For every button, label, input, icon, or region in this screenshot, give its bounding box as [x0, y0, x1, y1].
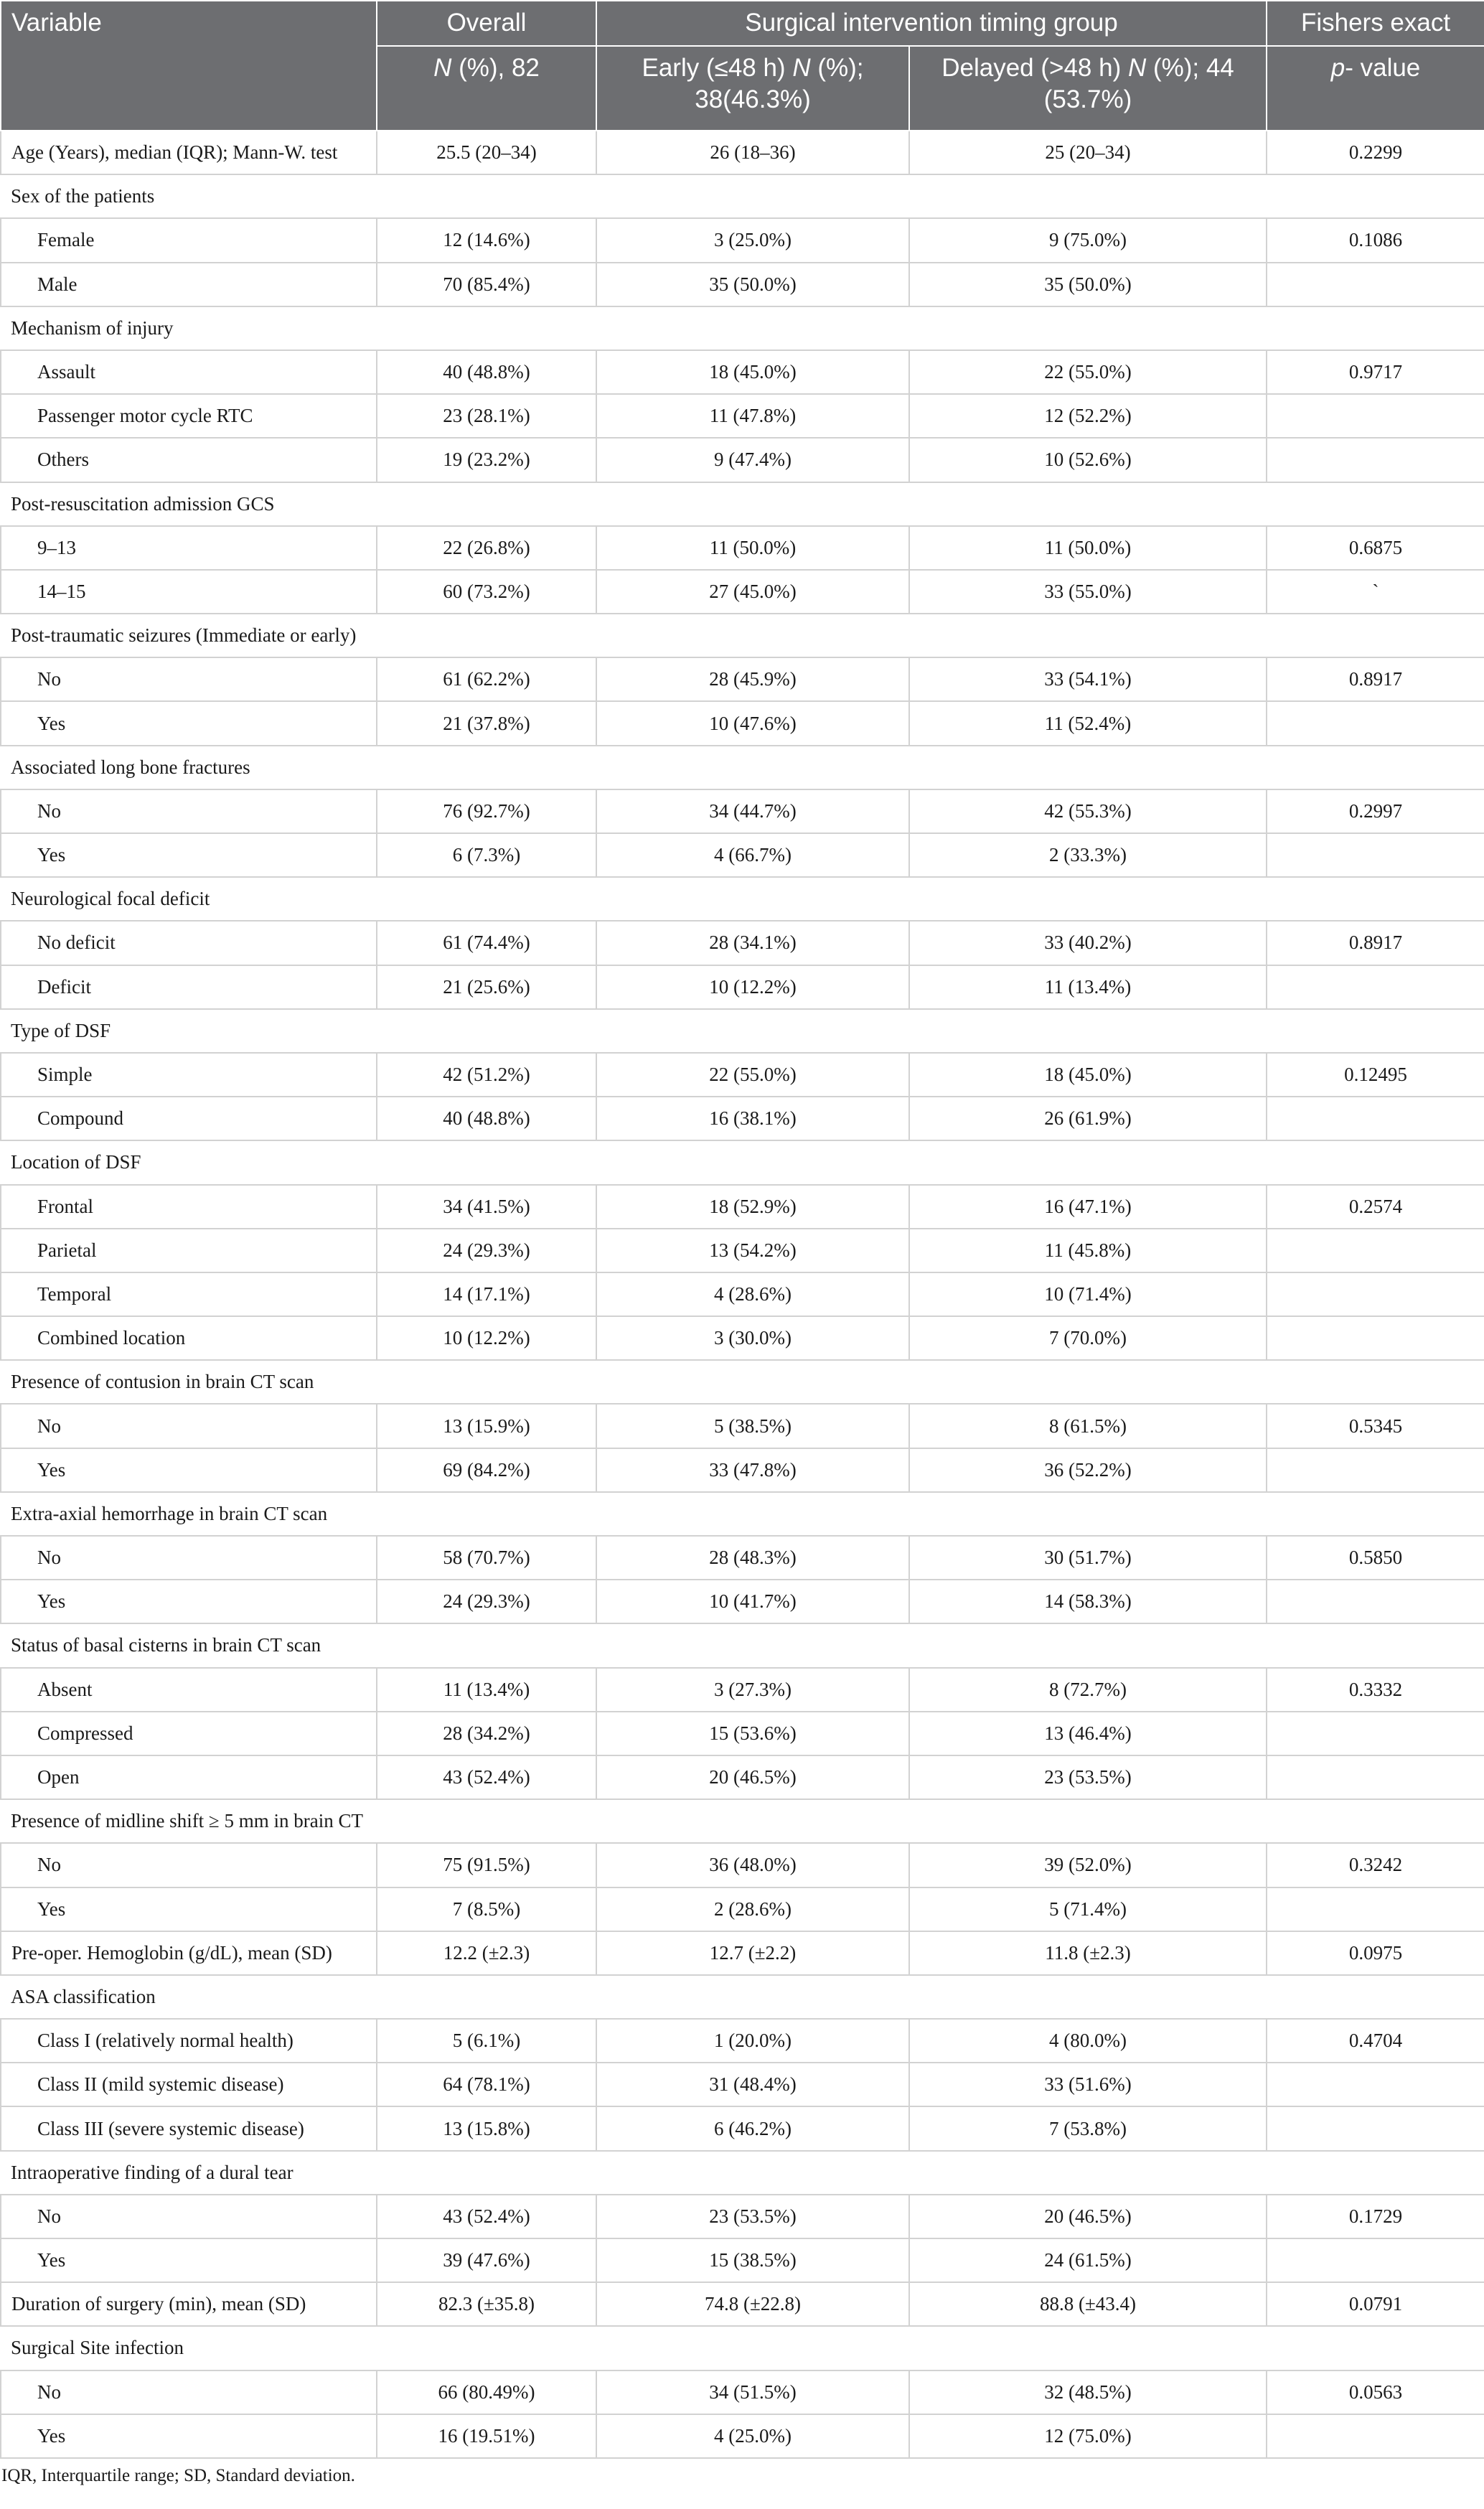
cell-early: 3 (25.0%) [596, 218, 909, 262]
cell-early: 3 (30.0%) [596, 1316, 909, 1360]
cell-early: 15 (53.6%) [596, 1712, 909, 1755]
cell-delayed: 10 (52.6%) [909, 438, 1267, 482]
table-row [1, 2370, 1484, 2414]
cell-p-value: 0.6875 [1267, 526, 1484, 570]
group-label: ASA classification [1, 1975, 1484, 2019]
cell-p-value [1267, 438, 1484, 482]
cell-delayed: 35 (50.0%) [909, 263, 1267, 306]
row-label: Male [1, 263, 377, 306]
cell-early: 2 (28.6%) [596, 1887, 909, 1931]
cell-delayed: 11.8 (±2.3) [909, 1931, 1267, 1975]
row-label: No [1, 1536, 377, 1580]
cell-delayed: 22 (55.0%) [909, 350, 1267, 394]
cell-early: 13 (54.2%) [596, 1229, 909, 1272]
cell-delayed: 33 (51.6%) [909, 2063, 1267, 2106]
table-row [1, 263, 1484, 306]
table-row [1, 2019, 1484, 2063]
cell-overall: 14 (17.1%) [377, 1272, 596, 1316]
row-label: No [1, 789, 377, 833]
cell-overall: 58 (70.7%) [377, 1536, 596, 1580]
row-label: Yes [1, 833, 377, 877]
cell-early: 22 (55.0%) [596, 1053, 909, 1097]
row-label: Yes [1, 701, 377, 745]
row-label: No [1, 657, 377, 701]
cell-overall: 11 (13.4%) [377, 1668, 596, 1712]
table-row [1, 1229, 1484, 1272]
cell-overall: 61 (74.4%) [377, 921, 596, 965]
header-overall-n [377, 46, 596, 131]
cell-p-value: 0.3332 [1267, 1668, 1484, 1712]
group-label: Status of basal cisterns in brain CT scan [1, 1623, 1484, 1667]
cell-p-value: 0.8917 [1267, 921, 1484, 965]
cell-delayed: 36 (52.2%) [909, 1448, 1267, 1492]
cell-delayed: 33 (40.2%) [909, 921, 1267, 965]
group-label: Neurological focal deficit [1, 877, 1484, 921]
group-label: Presence of contusion in brain CT scan [1, 1360, 1484, 1404]
group-label: Associated long bone fractures [1, 746, 1484, 789]
cell-delayed: 25 (20–34) [909, 131, 1267, 174]
cell-overall: 21 (25.6%) [377, 965, 596, 1009]
table-row [1, 1316, 1484, 1360]
table-row [1, 131, 1484, 174]
cell-delayed: 42 (55.3%) [909, 789, 1267, 833]
cell-early: 31 (48.4%) [596, 2063, 909, 2106]
cell-overall: 69 (84.2%) [377, 1448, 596, 1492]
cell-early: 4 (25.0%) [596, 2414, 909, 2458]
cell-p-value [1267, 394, 1484, 438]
cell-delayed: 4 (80.0%) [909, 2019, 1267, 2063]
cell-p-value: 0.4704 [1267, 2019, 1484, 2063]
cell-overall: 6 (7.3%) [377, 833, 596, 877]
row-label: Parietal [1, 1229, 377, 1272]
cell-delayed: 10 (71.4%) [909, 1272, 1267, 1316]
cell-p-value [1267, 965, 1484, 1009]
cell-overall: 42 (51.2%) [377, 1053, 596, 1097]
group-row [1, 1975, 1484, 2019]
cell-p-value: 0.2997 [1267, 789, 1484, 833]
cell-delayed: 24 (61.5%) [909, 2238, 1267, 2282]
row-label: Compound [1, 1097, 377, 1140]
table-row [1, 1404, 1484, 1448]
group-row [1, 306, 1484, 350]
header-timing-group: Surgical intervention timing group [596, 1, 1267, 46]
cell-p-value [1267, 2414, 1484, 2458]
cell-early: 4 (28.6%) [596, 1272, 909, 1316]
table-row [1, 1053, 1484, 1097]
cell-early: 28 (45.9%) [596, 657, 909, 701]
cell-delayed: 2 (33.3%) [909, 833, 1267, 877]
cell-overall: 39 (47.6%) [377, 2238, 596, 2282]
cell-p-value: 0.12495 [1267, 1053, 1484, 1097]
cell-overall: 66 (80.49%) [377, 2370, 596, 2414]
table-row [1, 526, 1484, 570]
row-label: 14–15 [1, 570, 377, 614]
cell-early: 34 (44.7%) [596, 789, 909, 833]
cell-overall: 24 (29.3%) [377, 1229, 596, 1272]
group-label: Post-traumatic seizures (Immediate or early) [1, 614, 1484, 657]
cell-overall: 13 (15.8%) [377, 2106, 596, 2150]
cell-early: 5 (38.5%) [596, 1404, 909, 1448]
row-label: Compressed [1, 1712, 377, 1755]
table-row [1, 218, 1484, 262]
table-row [1, 1931, 1484, 1975]
group-row [1, 482, 1484, 526]
cell-p-value [1267, 1272, 1484, 1316]
cell-p-value: 0.9717 [1267, 350, 1484, 394]
cell-delayed: 8 (72.7%) [909, 1668, 1267, 1712]
row-label: Class I (relatively normal health) [1, 2019, 377, 2063]
cell-early: 11 (47.8%) [596, 394, 909, 438]
cell-early: 16 (38.1%) [596, 1097, 909, 1140]
group-row [1, 1360, 1484, 1404]
cell-early: 10 (47.6%) [596, 701, 909, 745]
header-p-value [1267, 46, 1484, 131]
cell-early: 6 (46.2%) [596, 2106, 909, 2150]
table-row [1, 833, 1484, 877]
row-label: Assault [1, 350, 377, 394]
cell-delayed: 13 (46.4%) [909, 1712, 1267, 1755]
cell-p-value [1267, 833, 1484, 877]
cell-early: 28 (34.1%) [596, 921, 909, 965]
table-row [1, 2195, 1484, 2238]
header-overall: Overall [377, 1, 596, 46]
cell-early: 10 (41.7%) [596, 1580, 909, 1623]
table-row [1, 1712, 1484, 1755]
group-row [1, 2151, 1484, 2195]
cell-delayed: 26 (61.9%) [909, 1097, 1267, 1140]
cell-p-value [1267, 2106, 1484, 2150]
row-label: Others [1, 438, 377, 482]
row-label: Absent [1, 1668, 377, 1712]
row-label: No [1, 2370, 377, 2414]
cell-p-value: 0.5345 [1267, 1404, 1484, 1448]
cell-early: 1 (20.0%) [596, 2019, 909, 2063]
table-row [1, 657, 1484, 701]
cell-early: 26 (18–36) [596, 131, 909, 174]
table-row [1, 2414, 1484, 2458]
table-row [1, 1843, 1484, 1887]
row-label: Deficit [1, 965, 377, 1009]
cell-delayed: 5 (71.4%) [909, 1887, 1267, 1931]
header-row-1 [1, 1, 1484, 46]
group-label: Presence of midline shift ≥ 5 mm in brain CT [1, 1799, 1484, 1843]
cell-delayed: 9 (75.0%) [909, 218, 1267, 262]
header-early-rest: (%); 38(46.3%) [695, 54, 864, 113]
group-label: Intraoperative finding of a dural tear [1, 2151, 1484, 2195]
header-early-n-italic: N [792, 54, 811, 82]
cell-overall: 25.5 (20–34) [377, 131, 596, 174]
cell-delayed: 33 (54.1%) [909, 657, 1267, 701]
cell-overall: 5 (6.1%) [377, 2019, 596, 2063]
group-row [1, 1140, 1484, 1184]
cell-overall: 82.3 (±35.8) [377, 2282, 596, 2326]
cell-overall: 22 (26.8%) [377, 526, 596, 570]
cell-delayed: 20 (46.5%) [909, 2195, 1267, 2238]
row-label: Simple [1, 1053, 377, 1097]
cell-early: 11 (50.0%) [596, 526, 909, 570]
group-label: Sex of the patients [1, 174, 1484, 218]
cell-p-value [1267, 1448, 1484, 1492]
group-row [1, 1492, 1484, 1536]
cell-overall: 10 (12.2%) [377, 1316, 596, 1360]
cell-early: 36 (48.0%) [596, 1843, 909, 1887]
cell-p-value: 0.2299 [1267, 131, 1484, 174]
cell-delayed: 8 (61.5%) [909, 1404, 1267, 1448]
cell-overall: 64 (78.1%) [377, 2063, 596, 2106]
cell-overall: 40 (48.8%) [377, 350, 596, 394]
cell-p-value: 0.8917 [1267, 657, 1484, 701]
cell-early: 10 (12.2%) [596, 965, 909, 1009]
table-row [1, 921, 1484, 965]
cell-overall: 60 (73.2%) [377, 570, 596, 614]
row-label: Yes [1, 1580, 377, 1623]
cell-p-value: 0.5850 [1267, 1536, 1484, 1580]
cell-p-value: ` [1267, 570, 1484, 614]
group-row [1, 746, 1484, 789]
group-row [1, 877, 1484, 921]
row-label: Passenger motor cycle RTC [1, 394, 377, 438]
group-label: Extra-axial hemorrhage in brain CT scan [1, 1492, 1484, 1536]
group-row [1, 614, 1484, 657]
group-row [1, 1623, 1484, 1667]
cell-early: 9 (47.4%) [596, 438, 909, 482]
cell-early: 20 (46.5%) [596, 1755, 909, 1799]
cell-delayed: 14 (58.3%) [909, 1580, 1267, 1623]
cell-early: 27 (45.0%) [596, 570, 909, 614]
cell-early: 18 (52.9%) [596, 1185, 909, 1229]
group-label: Post-resuscitation admission GCS [1, 482, 1484, 526]
cell-delayed: 11 (13.4%) [909, 965, 1267, 1009]
cell-delayed: 11 (45.8%) [909, 1229, 1267, 1272]
cell-delayed: 12 (75.0%) [909, 2414, 1267, 2458]
row-label: Class III (severe systemic disease) [1, 2106, 377, 2150]
cell-p-value: 0.3242 [1267, 1843, 1484, 1887]
group-row [1, 2326, 1484, 2370]
row-label: Frontal [1, 1185, 377, 1229]
header-early [596, 46, 909, 131]
row-label: Duration of surgery (min), mean (SD) [1, 2282, 377, 2326]
header-delayed-rest: (%); 44 (53.7%) [1043, 54, 1234, 113]
cell-overall: 34 (41.5%) [377, 1185, 596, 1229]
row-label: Pre-oper. Hemoglobin (g/dL), mean (SD) [1, 1931, 377, 1975]
row-label: No [1, 2195, 377, 2238]
header-delayed [909, 46, 1267, 131]
cell-overall: 12.2 (±2.3) [377, 1931, 596, 1975]
cell-overall: 43 (52.4%) [377, 2195, 596, 2238]
cell-p-value: 0.1729 [1267, 2195, 1484, 2238]
table-footnote: IQR, Interquartile range; SD, Standard deviation. [1, 2465, 355, 2485]
cell-delayed: 11 (50.0%) [909, 526, 1267, 570]
table-row [1, 2063, 1484, 2106]
cell-overall: 7 (8.5%) [377, 1887, 596, 1931]
cell-overall: 21 (37.8%) [377, 701, 596, 745]
cell-p-value [1267, 263, 1484, 306]
row-label: Class II (mild systemic disease) [1, 2063, 377, 2106]
cell-early: 35 (50.0%) [596, 263, 909, 306]
cell-overall: 24 (29.3%) [377, 1580, 596, 1623]
cell-p-value [1267, 1229, 1484, 1272]
table-row [1, 1272, 1484, 1316]
group-row [1, 174, 1484, 218]
table-row [1, 1755, 1484, 1799]
cell-delayed: 18 (45.0%) [909, 1053, 1267, 1097]
table-row [1, 789, 1484, 833]
cell-overall: 28 (34.2%) [377, 1712, 596, 1755]
cell-p-value [1267, 2063, 1484, 2106]
cell-delayed: 16 (47.1%) [909, 1185, 1267, 1229]
header-fisher: Fishers exact [1267, 1, 1484, 46]
row-label: Yes [1, 1887, 377, 1931]
cell-overall: 19 (23.2%) [377, 438, 596, 482]
cell-overall: 13 (15.9%) [377, 1404, 596, 1448]
cell-p-value: 0.2574 [1267, 1185, 1484, 1229]
table-row [1, 394, 1484, 438]
table-row [1, 350, 1484, 394]
cell-delayed: 7 (53.8%) [909, 2106, 1267, 2150]
row-label: Female [1, 218, 377, 262]
cell-delayed: 11 (52.4%) [909, 701, 1267, 745]
cell-early: 15 (38.5%) [596, 2238, 909, 2282]
row-label: Yes [1, 1448, 377, 1492]
cell-p-value: 0.0975 [1267, 1931, 1484, 1975]
row-label: Open [1, 1755, 377, 1799]
group-label: Type of DSF [1, 1009, 1484, 1053]
table-row [1, 1580, 1484, 1623]
cell-p-value: 0.1086 [1267, 218, 1484, 262]
header-delayed-prefix: Delayed (>48 h) [941, 54, 1128, 82]
row-label: 9–13 [1, 526, 377, 570]
table-row [1, 965, 1484, 1009]
cell-p-value [1267, 701, 1484, 745]
row-label: Yes [1, 2414, 377, 2458]
cell-early: 4 (66.7%) [596, 833, 909, 877]
row-label: No [1, 1843, 377, 1887]
group-label: Surgical Site infection [1, 2326, 1484, 2370]
table-header [1, 1, 1484, 131]
cell-p-value [1267, 1316, 1484, 1360]
row-label: Age (Years), median (IQR); Mann-W. test [1, 131, 377, 174]
cell-delayed: 7 (70.0%) [909, 1316, 1267, 1360]
header-variable: Variable [1, 1, 377, 131]
cell-overall: 16 (19.51%) [377, 2414, 596, 2458]
header-delayed-n-italic: N [1127, 54, 1147, 82]
cell-early: 74.8 (±22.8) [596, 2282, 909, 2326]
cell-p-value [1267, 1097, 1484, 1140]
header-early-prefix: Early (≤48 h) [642, 54, 793, 82]
cell-delayed: 32 (48.5%) [909, 2370, 1267, 2414]
cell-delayed: 23 (53.5%) [909, 1755, 1267, 1799]
cell-early: 34 (51.5%) [596, 2370, 909, 2414]
table-row [1, 1185, 1484, 1229]
header-overall-n-text: (%), 82 [451, 54, 540, 82]
cell-delayed: 39 (52.0%) [909, 1843, 1267, 1887]
row-label: No deficit [1, 921, 377, 965]
row-label: Combined location [1, 1316, 377, 1360]
group-row [1, 1799, 1484, 1843]
cell-p-value: 0.0563 [1267, 2370, 1484, 2414]
table-row [1, 1668, 1484, 1712]
table-row [1, 1887, 1484, 1931]
cell-p-value [1267, 2238, 1484, 2282]
header-p-rest: - value [1345, 54, 1421, 82]
group-label: Mechanism of injury [1, 306, 1484, 350]
cell-early: 18 (45.0%) [596, 350, 909, 394]
cell-early: 3 (27.3%) [596, 1668, 909, 1712]
cell-delayed: 88.8 (±43.4) [909, 2282, 1267, 2326]
cell-overall: 75 (91.5%) [377, 1843, 596, 1887]
cell-delayed: 30 (51.7%) [909, 1536, 1267, 1580]
group-row [1, 1009, 1484, 1053]
cell-overall: 61 (62.2%) [377, 657, 596, 701]
table-row [1, 1448, 1484, 1492]
cell-overall: 43 (52.4%) [377, 1755, 596, 1799]
cell-overall: 12 (14.6%) [377, 218, 596, 262]
cell-early: 23 (53.5%) [596, 2195, 909, 2238]
table-row [1, 1536, 1484, 1580]
cell-p-value [1267, 1887, 1484, 1931]
header-p-italic: p [1330, 54, 1346, 82]
header-n-italic: N [433, 54, 452, 82]
table-row [1, 2282, 1484, 2326]
row-label: Temporal [1, 1272, 377, 1316]
row-label: Yes [1, 2238, 377, 2282]
cell-overall: 76 (92.7%) [377, 789, 596, 833]
cell-overall: 70 (85.4%) [377, 263, 596, 306]
cell-early: 28 (48.3%) [596, 1536, 909, 1580]
group-label: Location of DSF [1, 1140, 1484, 1184]
table-body [1, 131, 1484, 2458]
cell-early: 33 (47.8%) [596, 1448, 909, 1492]
table-row [1, 438, 1484, 482]
cell-p-value [1267, 1580, 1484, 1623]
cell-p-value: 0.0791 [1267, 2282, 1484, 2326]
table-row [1, 1097, 1484, 1140]
table-row [1, 570, 1484, 614]
cell-early: 12.7 (±2.2) [596, 1931, 909, 1975]
cell-p-value [1267, 1712, 1484, 1755]
row-label: No [1, 1404, 377, 1448]
cell-overall: 40 (48.8%) [377, 1097, 596, 1140]
table-row [1, 2106, 1484, 2150]
table-row [1, 701, 1484, 745]
cell-overall: 23 (28.1%) [377, 394, 596, 438]
table-row [1, 2238, 1484, 2282]
cell-delayed: 12 (52.2%) [909, 394, 1267, 438]
cell-p-value [1267, 1755, 1484, 1799]
cell-delayed: 33 (55.0%) [909, 570, 1267, 614]
